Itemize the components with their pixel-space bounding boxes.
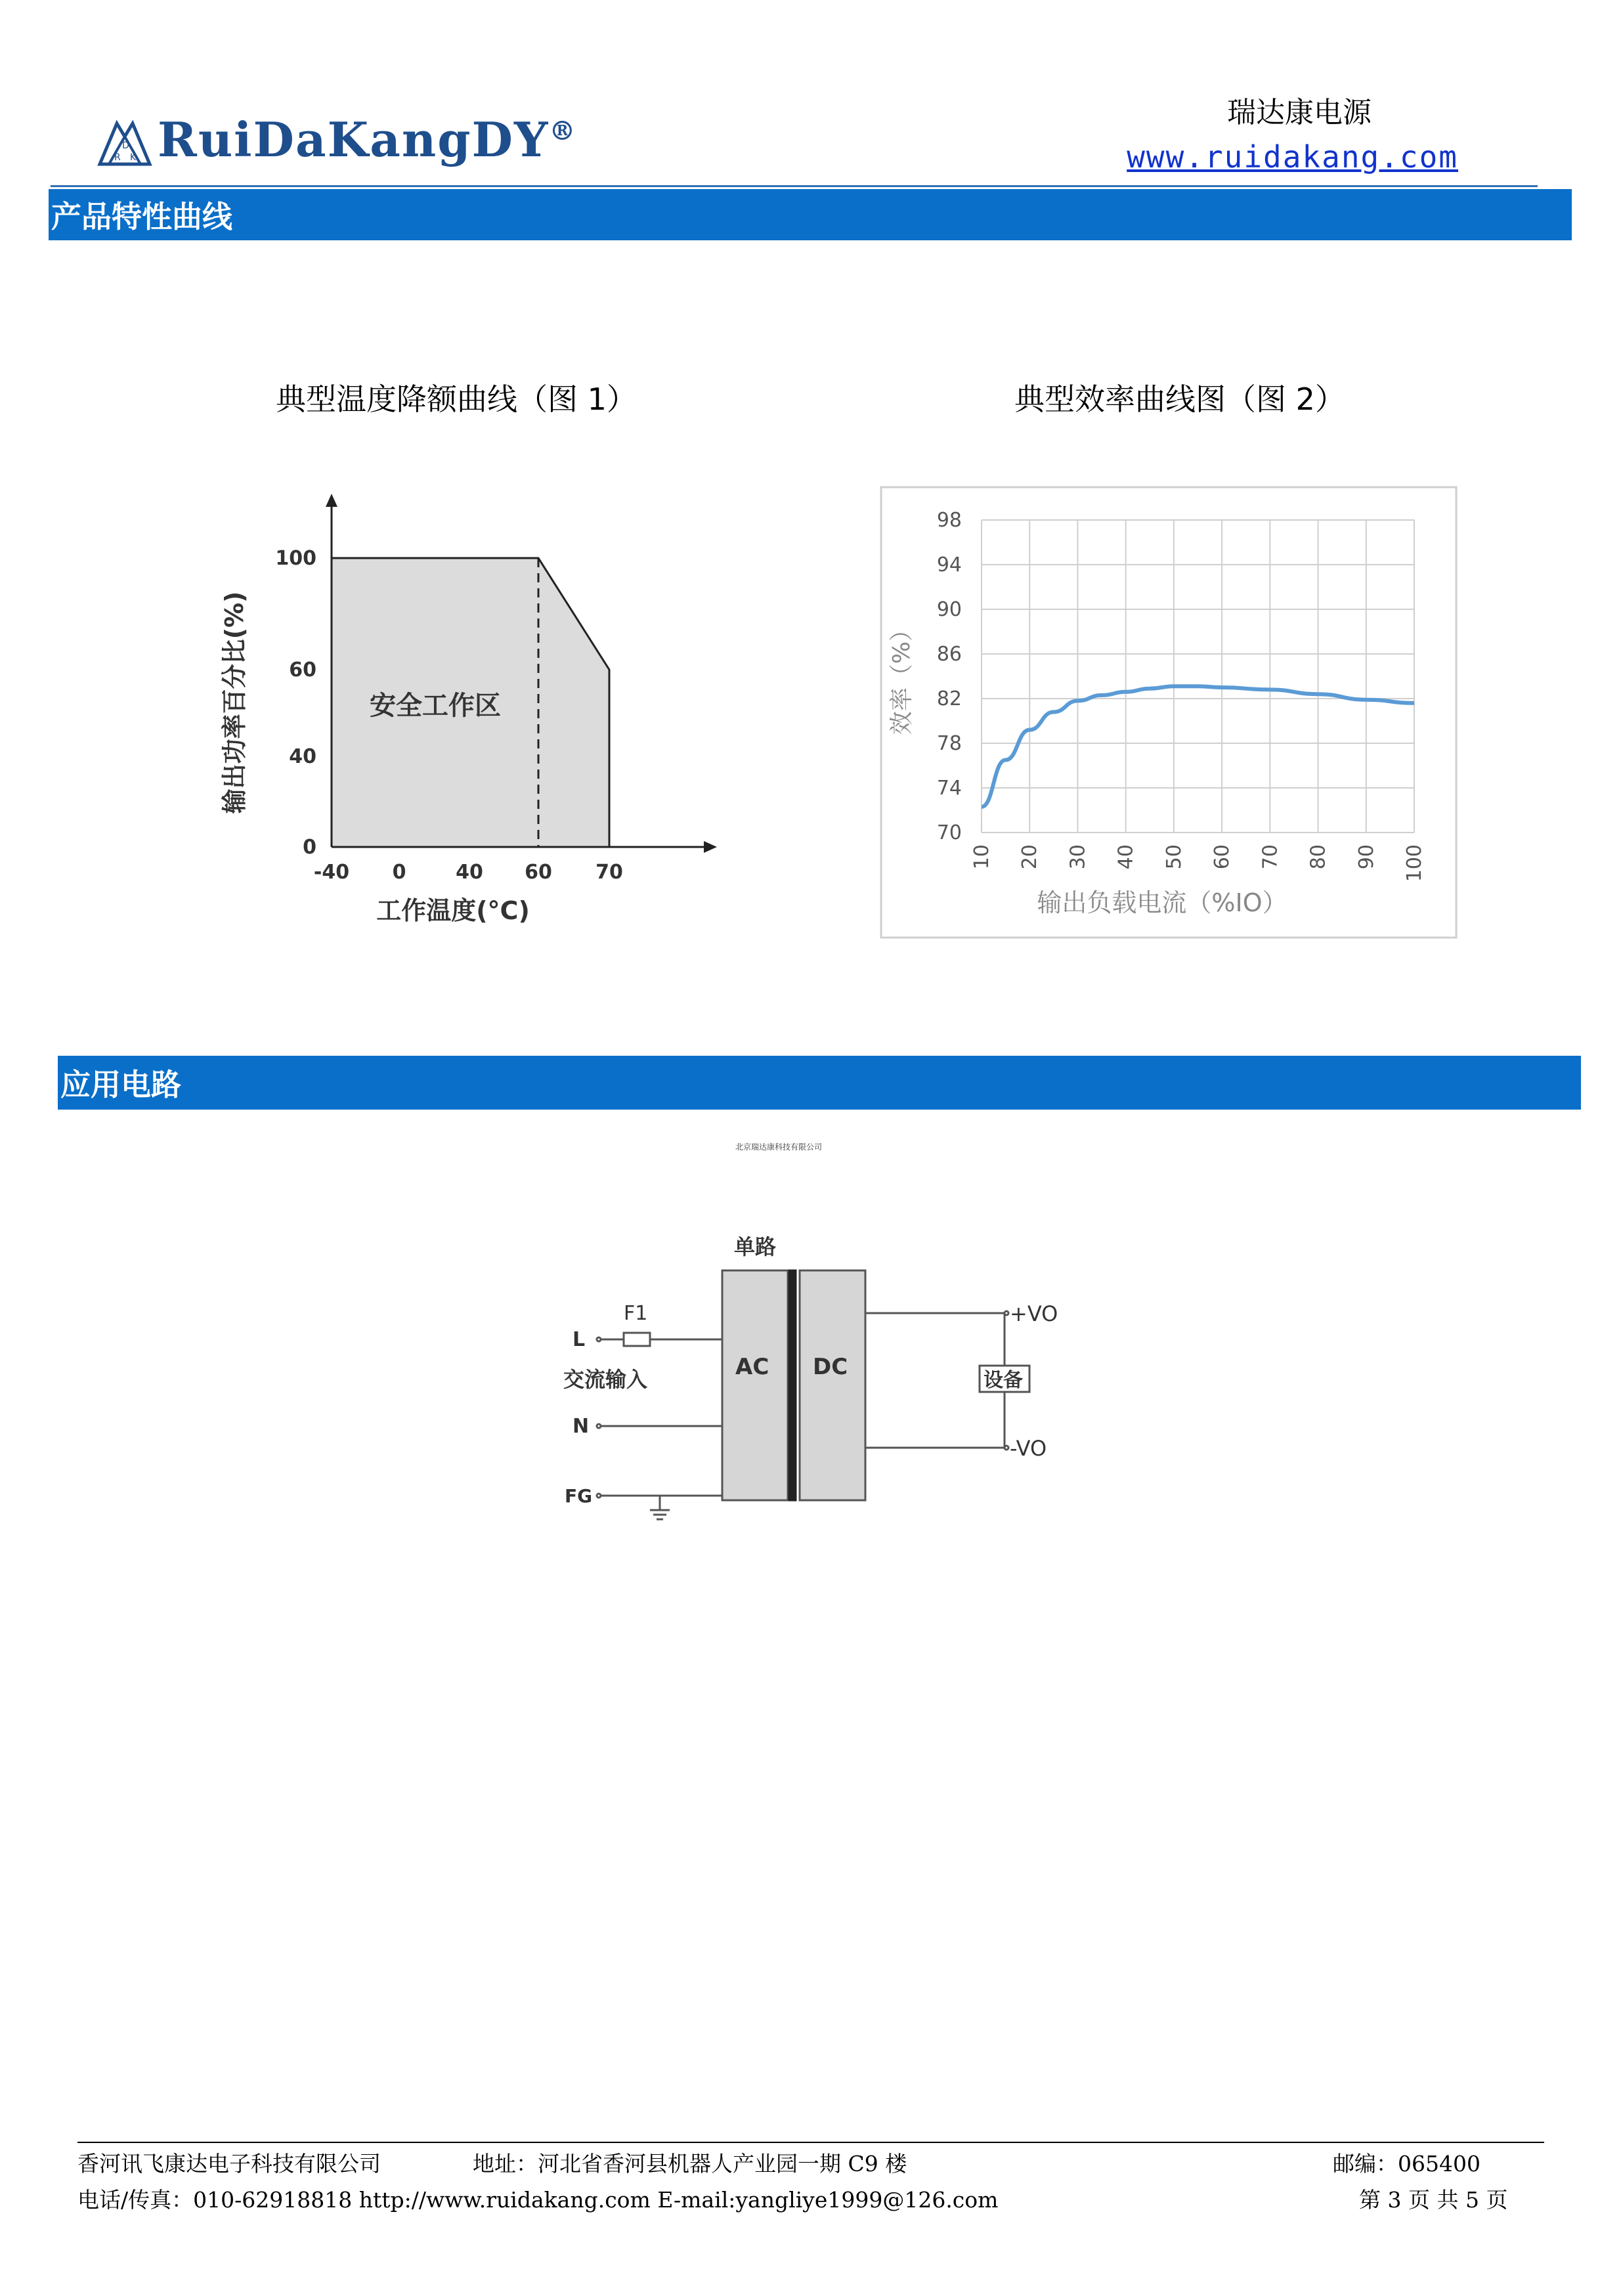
- line-label: L: [573, 1328, 586, 1351]
- y-tick-label: 40: [289, 745, 316, 768]
- logo-mountain-icon: [97, 117, 152, 169]
- x-tick-label: 30: [1066, 844, 1090, 870]
- x-tick-label: 50: [1162, 844, 1186, 870]
- y-axis-label: 输出功率百分比(%): [220, 591, 249, 814]
- y-axis-label: 效率（%）: [888, 617, 915, 735]
- ac-label: AC: [735, 1354, 769, 1380]
- figure2-caption: 典型效率曲线图（图 2）: [1014, 381, 1345, 417]
- y-tick-label: 60: [289, 659, 316, 682]
- x-axis-arrow-icon: [704, 841, 717, 853]
- x-tick-label: 100: [1403, 844, 1426, 882]
- fuse-icon: [624, 1333, 650, 1346]
- circuit-small-caption: 北京瑞达康科技有限公司: [735, 1142, 823, 1152]
- derating-chart: [197, 479, 742, 939]
- registered-mark: ®: [549, 116, 577, 146]
- x-tick-label: 40: [456, 861, 483, 884]
- y-tick-label: 0: [303, 836, 316, 859]
- fuse-label: F1: [624, 1302, 648, 1325]
- company-logo: [97, 97, 577, 176]
- device-label: 设备: [983, 1369, 1023, 1392]
- y-tick-label: 90: [936, 598, 962, 621]
- section-title-curves: 产品特性曲线: [51, 199, 232, 234]
- dc-label: DC: [813, 1354, 848, 1380]
- x-tick-label: 70: [1259, 844, 1282, 870]
- y-tick-label: 100: [275, 547, 316, 570]
- ac-block: [722, 1270, 788, 1500]
- input-label: 交流输入: [563, 1367, 648, 1392]
- footer-page-number: 第 3 页 共 5 页: [1359, 2187, 1508, 2213]
- x-tick-label: 20: [1018, 844, 1042, 870]
- header-company-name: 瑞达康电源: [1227, 96, 1372, 129]
- y-tick-label: 94: [936, 553, 962, 576]
- x-tick-label: 10: [970, 844, 993, 870]
- y-tick-label: 86: [936, 643, 962, 666]
- neutral-label: N: [573, 1415, 590, 1438]
- x-tick-label: 80: [1307, 844, 1330, 870]
- transformer-core: [789, 1270, 796, 1500]
- x-tick-label: 60: [1211, 844, 1234, 870]
- x-tick-label: 40: [1114, 844, 1138, 870]
- x-axis-label: 工作温度(°C): [376, 896, 530, 925]
- header-website-link[interactable]: www.ruidakang.com: [1127, 139, 1458, 175]
- application-circuit: [538, 1221, 1077, 1536]
- logo-initial: R: [114, 152, 121, 163]
- safe-region-label: 安全工作区: [370, 691, 501, 721]
- footer-contact: 电话/传真：010-62918818 http://www.ruidakang.com E-mail:yangliye1999@126.com: [77, 2187, 999, 2213]
- x-tick-label: 90: [1354, 844, 1378, 870]
- circuit-top-label: 单路: [734, 1234, 777, 1259]
- x-tick-label: -40: [313, 861, 350, 884]
- x-tick-label: 70: [595, 861, 623, 884]
- y-tick-label: 70: [936, 821, 962, 844]
- y-tick-label: 78: [936, 732, 962, 755]
- footer-postcode: 邮编：065400: [1333, 2151, 1481, 2177]
- y-tick-label: 74: [936, 777, 962, 800]
- x-axis-label: 输出负载电流（%IO）: [1037, 888, 1287, 917]
- ground-label: FG: [565, 1485, 593, 1507]
- y-tick-label: 82: [936, 687, 962, 710]
- logo-text: RuiDaKangDY: [158, 112, 550, 167]
- footer-address: 地址：河北省香河县机器人产业园一期 C9 楼: [473, 2151, 907, 2177]
- section-title-circuit: 应用电路: [60, 1067, 181, 1102]
- y-tick-label: 98: [936, 509, 962, 532]
- section-heading-circuit: [58, 1056, 1581, 1110]
- output-negative-label: -VO: [1010, 1436, 1047, 1461]
- header-divider: [51, 185, 1538, 187]
- y-axis-arrow-icon: [326, 494, 337, 507]
- efficiency-chart: [880, 486, 1458, 939]
- logo-initial: D: [122, 141, 129, 151]
- section-heading-curves: [49, 189, 1572, 240]
- footer-divider: [77, 2142, 1544, 2143]
- x-tick-label: 0: [392, 861, 406, 884]
- x-tick-label: 60: [525, 861, 552, 884]
- dc-block: [800, 1270, 865, 1500]
- footer-company: 香河讯飞康达电子科技有限公司: [77, 2151, 381, 2177]
- figure1-caption: 典型温度降额曲线（图 1）: [276, 381, 637, 417]
- logo-initial: K: [130, 152, 137, 163]
- output-positive-label: +VO: [1010, 1301, 1058, 1326]
